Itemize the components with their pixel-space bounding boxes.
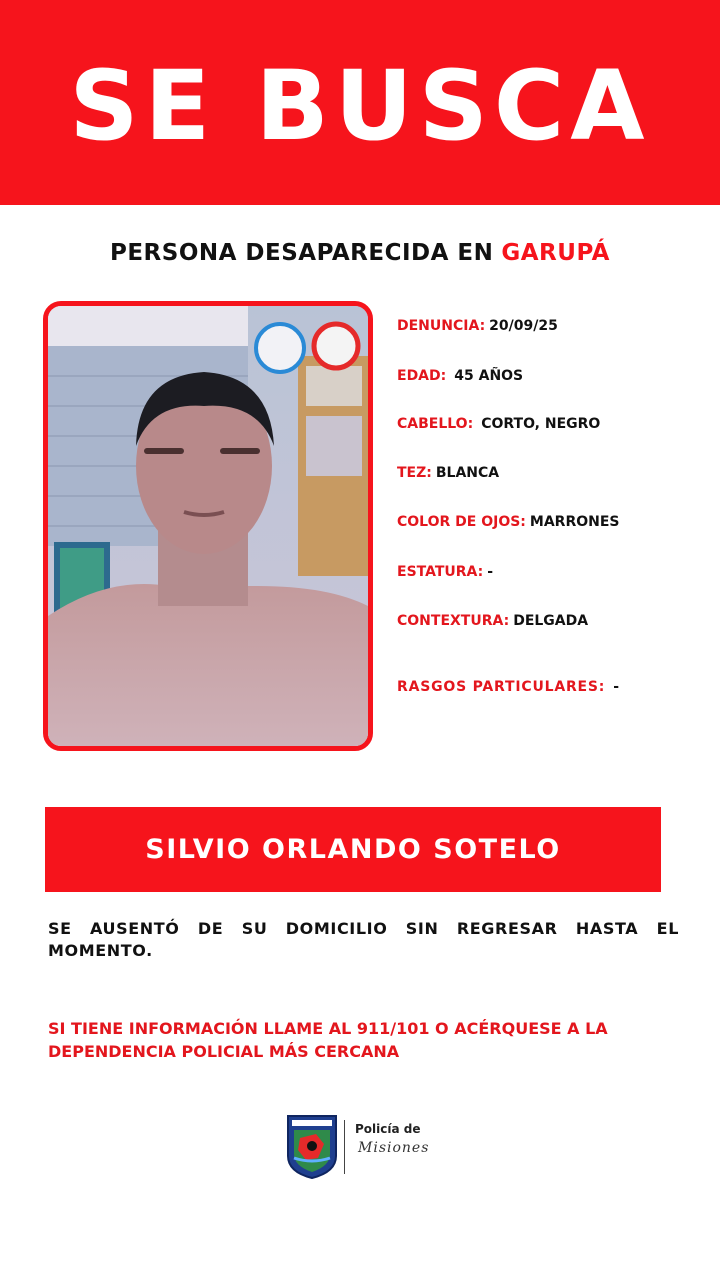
detail-label: CABELLO: bbox=[397, 416, 474, 432]
subtitle bbox=[0, 240, 720, 266]
detail-label: DENUNCIA: bbox=[397, 318, 486, 334]
name-banner bbox=[45, 807, 661, 892]
person-name: SILVIO ORLANDO SOTELO bbox=[145, 834, 561, 865]
subtitle-prefix: PERSONA DESAPARECIDA EN bbox=[109, 240, 494, 266]
detail-value: BLANCA bbox=[435, 465, 500, 481]
person-photo bbox=[43, 301, 373, 751]
detail-cabello bbox=[397, 416, 600, 432]
detail-label: TEZ: bbox=[397, 465, 432, 481]
detail-label: RASGOS PARTICULARES: bbox=[397, 679, 606, 695]
header-banner bbox=[0, 0, 720, 205]
detail-label: EDAD: bbox=[397, 368, 447, 384]
subtitle-place: GARUPÁ bbox=[501, 240, 610, 266]
detail-denuncia bbox=[397, 318, 558, 334]
police-shield-icon bbox=[286, 1114, 338, 1180]
detail-tez bbox=[397, 465, 499, 481]
logo-text: Policía de bbox=[355, 1122, 421, 1136]
detail-value: - bbox=[613, 679, 620, 695]
contact-text: SI TIENE INFORMACIÓN LLAME AL 911/101 O ACÉRQUESE A LA DEPENDENCIA POLICIAL MÁS CERCANA bbox=[48, 1019, 608, 1061]
police-logo bbox=[286, 1114, 446, 1180]
detail-color-ojos bbox=[397, 514, 620, 530]
detail-contextura bbox=[397, 613, 588, 629]
absence-text: SE AUSENTÓ DE SU DOMICILIO SIN REGRESAR HASTA EL MOMENTO. bbox=[48, 919, 679, 960]
detail-value: MARRONES bbox=[529, 514, 620, 530]
person-photo-image bbox=[48, 306, 368, 746]
detail-edad bbox=[397, 368, 523, 384]
page-title: SE BUSCA bbox=[69, 49, 651, 162]
detail-value: CORTO, NEGRO bbox=[481, 416, 601, 432]
detail-value: 45 AÑOS bbox=[454, 368, 524, 384]
detail-label: CONTEXTURA: bbox=[397, 613, 510, 629]
detail-value: 20/09/25 bbox=[489, 318, 558, 334]
detail-rasgos bbox=[397, 679, 620, 695]
detail-value: - bbox=[487, 564, 494, 580]
detail-estatura bbox=[397, 564, 493, 580]
detail-value: DELGADA bbox=[513, 613, 589, 629]
detail-label: ESTATURA: bbox=[397, 564, 484, 580]
logo-divider bbox=[344, 1120, 345, 1174]
detail-label: COLOR DE OJOS: bbox=[397, 514, 526, 530]
logo-subtext: Misiones bbox=[358, 1140, 430, 1156]
